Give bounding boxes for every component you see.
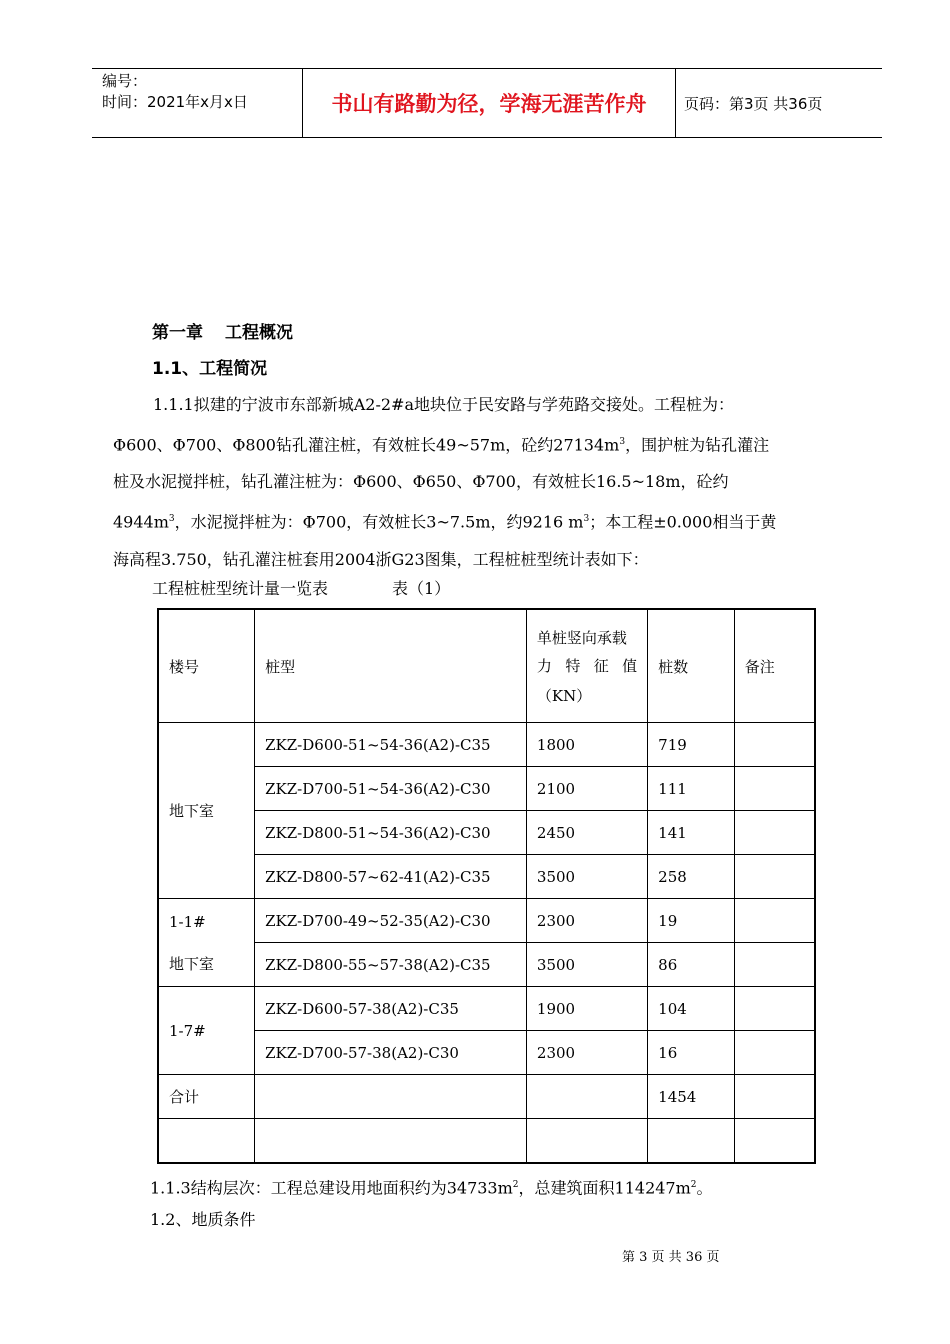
count-cell: 258 [648,855,735,899]
header-remark: 备注 [734,609,815,723]
count-cell: 86 [648,943,735,987]
header-page [676,69,882,137]
header-pile-type: 桩型 [255,609,527,723]
building-cell: 1-1# 地下室 [158,899,255,987]
capacity-cell: 1800 [526,723,647,767]
capacity-cell: 3500 [526,943,647,987]
chapter-heading [152,318,293,343]
chapter-title: 工程概况 [225,323,293,343]
header-motto: 书山有路勤为径，学海无涯苦作舟 [303,69,676,137]
empty-cell [734,1119,815,1164]
capacity-cell: 2300 [526,1031,647,1075]
count-cell: 16 [648,1031,735,1075]
table-empty-row [158,1119,815,1164]
remark-cell [734,855,815,899]
table-row [158,899,815,943]
capacity-cell: 3500 [526,855,647,899]
pile-type-cell: ZKZ-D700-49~52-35(A2)-C30 [255,899,527,943]
empty-cell [526,1075,647,1119]
empty-cell [255,1075,527,1119]
pile-type-cell: ZKZ-D600-51~54-36(A2)-C35 [255,723,527,767]
remark-cell [734,723,815,767]
para-line: Φ600、Φ700、Φ800钻孔灌注桩，有效桩长49~57m，砼约$27134m^3$，围护桩为钻孔灌注 [113,434,770,454]
chapter-number: 第一章 [152,323,203,343]
table-row [158,987,815,1031]
empty-cell [526,1119,647,1164]
empty-cell [648,1119,735,1164]
table-caption [152,576,450,599]
header-capacity: 单桩竖向承载 力 特 征 值 （KN） [526,609,647,723]
pile-statistics-table [157,608,816,1164]
para-line: $4944m^3$，水泥搅拌桩为：Φ700，有效桩长3~7.5m，约9216 $m^3$；本工程±0.000相当于黄 [113,512,777,532]
count-cell: 719 [648,723,735,767]
empty-cell [158,1119,255,1164]
pile-type-cell: ZKZ-D800-51~54-36(A2)-C30 [255,811,527,855]
building-cell: 1-7# [158,987,255,1075]
capacity-cell: 1900 [526,987,647,1031]
table-row [158,855,815,899]
header-code: 编号： [102,72,148,90]
total-label-cell: 合计 [158,1075,255,1119]
pile-type-cell: ZKZ-D600-57-38(A2)-C35 [255,987,527,1031]
paragraph-1-1-3: 1.1.3结构层次：工程总建设用地面积约为$34733m^2$，总建筑面积$114247m^2$。 [150,1178,713,1198]
table-row [158,767,815,811]
header-time: 时间：2021年x月x日 [102,93,248,111]
pile-type-cell: ZKZ-D700-57-38(A2)-C30 [255,1031,527,1075]
count-cell: 141 [648,811,735,855]
remark-cell [734,943,815,987]
count-cell: 104 [648,987,735,1031]
count-cell: 19 [648,899,735,943]
building-cell: 地下室 [158,723,255,899]
header-meta [92,69,303,137]
table-number: 表（1） [392,579,451,598]
table-row [158,943,815,987]
pile-type-cell: ZKZ-D800-55~57-38(A2)-C35 [255,943,527,987]
paragraph-1-1-1 [113,386,861,578]
para-line: 1.1.1拟建的宁波市东部新城A2-2#a地块位于民安路与学苑路交接处。工程桩为： [153,395,734,414]
capacity-cell: 2300 [526,899,647,943]
count-cell: 111 [648,767,735,811]
remark-cell [734,899,815,943]
table-title: 工程桩桩型统计量一览表 [152,579,329,598]
remark-cell [734,987,815,1031]
remark-cell [734,1075,815,1119]
header-count: 桩数 [648,609,735,723]
table-row [158,723,815,767]
header-page-label: 页码：第3页 共36页 [684,94,823,113]
remark-cell [734,767,815,811]
page-header [92,68,882,138]
section-heading-1-1: 1.1、工程简况 [152,359,268,379]
page-footer: 第 3 页 共 36 页 [622,1250,720,1265]
table-row [158,811,815,855]
table-header-row [158,609,815,723]
empty-cell [255,1119,527,1164]
remark-cell [734,1031,815,1075]
capacity-cell: 2100 [526,767,647,811]
pile-type-cell: ZKZ-D800-57~62-41(A2)-C35 [255,855,527,899]
table-row [158,1031,815,1075]
table-total-row [158,1075,815,1119]
para-line: 海高程3.750，钻孔灌注桩套用2004浙G23图集，工程桩桩型统计表如下： [113,549,649,569]
pile-type-cell: ZKZ-D700-51~54-36(A2)-C30 [255,767,527,811]
header-building: 楼号 [158,609,255,723]
section-heading-1-2: 1.2、地质条件 [150,1210,256,1229]
capacity-cell: 2450 [526,811,647,855]
total-count-cell: 1454 [648,1075,735,1119]
remark-cell [734,811,815,855]
para-line: 桩及水泥搅拌桩，钻孔灌注桩为：Φ600、Φ650、Φ700，有效桩长16.5~18m，砼约 [113,472,729,492]
